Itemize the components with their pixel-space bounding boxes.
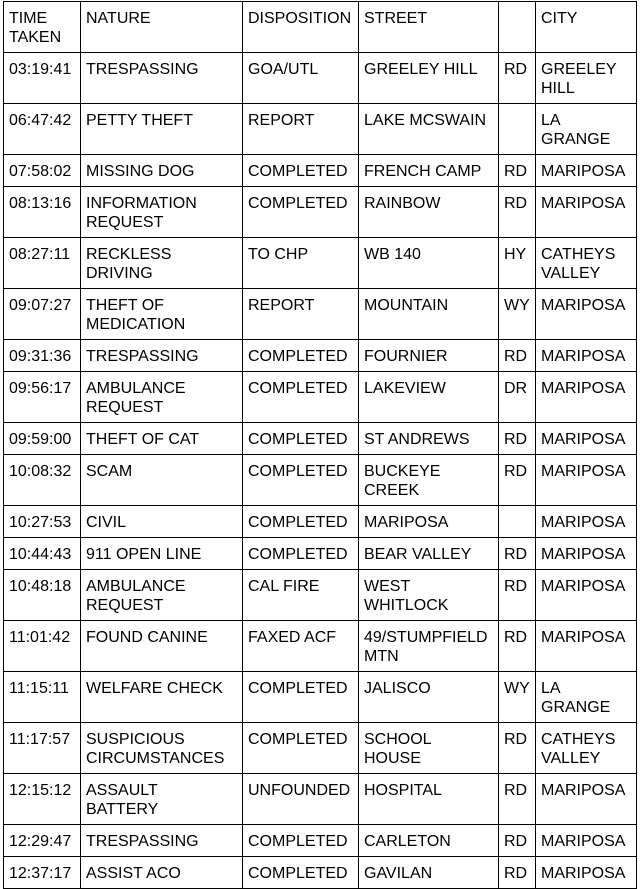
disposition-cell: COMPLETED <box>243 538 359 570</box>
street-cell: SCHOOL HOUSE <box>359 723 499 774</box>
street-suffix-cell: RD <box>499 155 536 187</box>
call-log-table <box>3 1 637 889</box>
street-cell: BUCKEYE CREEK <box>359 455 499 506</box>
table-row <box>4 372 637 423</box>
disposition-cell: REPORT <box>243 289 359 340</box>
street-suffix-cell <box>499 104 536 155</box>
time-cell: 12:29:47 <box>4 825 81 857</box>
street-suffix-cell: WY <box>499 289 536 340</box>
nature-cell: RECKLESS DRIVING <box>81 238 243 289</box>
nature-cell: AMBULANCE REQUEST <box>81 372 243 423</box>
disposition-cell: COMPLETED <box>243 423 359 455</box>
street-cell: HOSPITAL <box>359 774 499 825</box>
header-row <box>4 2 637 53</box>
street-suffix-cell <box>499 506 536 538</box>
header-disposition: DISPOSITION <box>243 2 359 53</box>
street-suffix-cell: RD <box>499 857 536 889</box>
time-cell: 08:27:11 <box>4 238 81 289</box>
street-cell: MOUNTAIN <box>359 289 499 340</box>
city-cell: MARIPOSA <box>536 340 637 372</box>
street-cell: FOURNIER <box>359 340 499 372</box>
street-suffix-cell: RD <box>499 455 536 506</box>
street-cell: WB 140 <box>359 238 499 289</box>
nature-cell: WELFARE CHECK <box>81 672 243 723</box>
disposition-cell: COMPLETED <box>243 187 359 238</box>
city-cell: CATHEYS VALLEY <box>536 238 637 289</box>
header-time-taken: TIME TAKEN <box>4 2 81 53</box>
street-cell: GREELEY HILL <box>359 53 499 104</box>
time-cell: 09:07:27 <box>4 289 81 340</box>
table-row <box>4 774 637 825</box>
header-street: STREET <box>359 2 499 53</box>
time-cell: 10:08:32 <box>4 455 81 506</box>
disposition-cell: FAXED ACF <box>243 621 359 672</box>
time-cell: 12:15:12 <box>4 774 81 825</box>
nature-cell: SUSPICIOUS CIRCUMSTANCES <box>81 723 243 774</box>
disposition-cell: COMPLETED <box>243 155 359 187</box>
table-row <box>4 187 637 238</box>
city-cell: MARIPOSA <box>536 289 637 340</box>
street-suffix-cell: RD <box>499 187 536 238</box>
street-cell: MARIPOSA <box>359 506 499 538</box>
city-cell: MARIPOSA <box>536 455 637 506</box>
nature-cell: 911 OPEN LINE <box>81 538 243 570</box>
table-row <box>4 538 637 570</box>
time-cell: 11:17:57 <box>4 723 81 774</box>
disposition-cell: COMPLETED <box>243 506 359 538</box>
disposition-cell: COMPLETED <box>243 455 359 506</box>
disposition-cell: COMPLETED <box>243 340 359 372</box>
city-cell: MARIPOSA <box>536 857 637 889</box>
time-cell: 11:15:11 <box>4 672 81 723</box>
table-row <box>4 672 637 723</box>
city-cell: MARIPOSA <box>536 187 637 238</box>
street-cell: CARLETON <box>359 825 499 857</box>
city-cell: MARIPOSA <box>536 372 637 423</box>
time-cell: 07:58:02 <box>4 155 81 187</box>
street-suffix-cell: RD <box>499 53 536 104</box>
disposition-cell: COMPLETED <box>243 672 359 723</box>
nature-cell: FOUND CANINE <box>81 621 243 672</box>
nature-cell: PETTY THEFT <box>81 104 243 155</box>
disposition-cell: UNFOUNDED <box>243 774 359 825</box>
street-cell: 49/STUMPFIELD MTN <box>359 621 499 672</box>
nature-cell: MISSING DOG <box>81 155 243 187</box>
nature-cell: THEFT OF CAT <box>81 423 243 455</box>
disposition-cell: COMPLETED <box>243 825 359 857</box>
nature-cell: INFORMATION REQUEST <box>81 187 243 238</box>
header-nature: NATURE <box>81 2 243 53</box>
city-cell: LA GRANGE <box>536 104 637 155</box>
disposition-cell: REPORT <box>243 104 359 155</box>
street-suffix-cell: HY <box>499 238 536 289</box>
nature-cell: THEFT OF MEDICATION <box>81 289 243 340</box>
city-cell: MARIPOSA <box>536 506 637 538</box>
street-suffix-cell: RD <box>499 825 536 857</box>
time-cell: 10:48:18 <box>4 570 81 621</box>
time-cell: 11:01:42 <box>4 621 81 672</box>
table-row <box>4 53 637 104</box>
disposition-cell: COMPLETED <box>243 372 359 423</box>
time-cell: 12:37:17 <box>4 857 81 889</box>
city-cell: MARIPOSA <box>536 774 637 825</box>
header-city: CITY <box>536 2 637 53</box>
street-cell: FRENCH CAMP <box>359 155 499 187</box>
table-row <box>4 289 637 340</box>
disposition-cell: COMPLETED <box>243 857 359 889</box>
time-cell: 06:47:42 <box>4 104 81 155</box>
street-cell: LAKEVIEW <box>359 372 499 423</box>
street-cell: RAINBOW <box>359 187 499 238</box>
street-cell: WEST WHITLOCK <box>359 570 499 621</box>
time-cell: 10:44:43 <box>4 538 81 570</box>
disposition-cell: COMPLETED <box>243 723 359 774</box>
disposition-cell: TO CHP <box>243 238 359 289</box>
street-suffix-cell: RD <box>499 621 536 672</box>
nature-cell: ASSIST ACO <box>81 857 243 889</box>
street-cell: BEAR VALLEY <box>359 538 499 570</box>
city-cell: MARIPOSA <box>536 570 637 621</box>
city-cell: MARIPOSA <box>536 155 637 187</box>
street-suffix-cell: WY <box>499 672 536 723</box>
header-street-suffix <box>499 2 536 53</box>
city-cell: MARIPOSA <box>536 538 637 570</box>
street-cell: ST ANDREWS <box>359 423 499 455</box>
table-row <box>4 506 637 538</box>
city-cell: LA GRANGE <box>536 672 637 723</box>
table-row <box>4 570 637 621</box>
nature-cell: SCAM <box>81 455 243 506</box>
table-row <box>4 825 637 857</box>
street-suffix-cell: RD <box>499 774 536 825</box>
table-row <box>4 238 637 289</box>
table-row <box>4 455 637 506</box>
street-suffix-cell: RD <box>499 723 536 774</box>
time-cell: 03:19:41 <box>4 53 81 104</box>
street-cell: JALISCO <box>359 672 499 723</box>
time-cell: 08:13:16 <box>4 187 81 238</box>
street-suffix-cell: RD <box>499 340 536 372</box>
table-row <box>4 857 637 889</box>
disposition-cell: CAL FIRE <box>243 570 359 621</box>
table-row <box>4 155 637 187</box>
nature-cell: ASSAULT BATTERY <box>81 774 243 825</box>
street-suffix-cell: RD <box>499 538 536 570</box>
city-cell: MARIPOSA <box>536 423 637 455</box>
time-cell: 10:27:53 <box>4 506 81 538</box>
nature-cell: TRESPASSING <box>81 825 243 857</box>
table-row <box>4 723 637 774</box>
nature-cell: TRESPASSING <box>81 340 243 372</box>
table-row <box>4 621 637 672</box>
city-cell: MARIPOSA <box>536 825 637 857</box>
city-cell: GREELEY HILL <box>536 53 637 104</box>
street-cell: LAKE MCSWAIN <box>359 104 499 155</box>
time-cell: 09:31:36 <box>4 340 81 372</box>
street-suffix-cell: DR <box>499 372 536 423</box>
street-cell: GAVILAN <box>359 857 499 889</box>
street-suffix-cell: RD <box>499 423 536 455</box>
city-cell: MARIPOSA <box>536 621 637 672</box>
disposition-cell: GOA/UTL <box>243 53 359 104</box>
time-cell: 09:56:17 <box>4 372 81 423</box>
table-row <box>4 340 637 372</box>
table-row <box>4 104 637 155</box>
time-cell: 09:59:00 <box>4 423 81 455</box>
city-cell: CATHEYS VALLEY <box>536 723 637 774</box>
street-suffix-cell: RD <box>499 570 536 621</box>
nature-cell: AMBULANCE REQUEST <box>81 570 243 621</box>
nature-cell: TRESPASSING <box>81 53 243 104</box>
nature-cell: CIVIL <box>81 506 243 538</box>
table-row <box>4 423 637 455</box>
